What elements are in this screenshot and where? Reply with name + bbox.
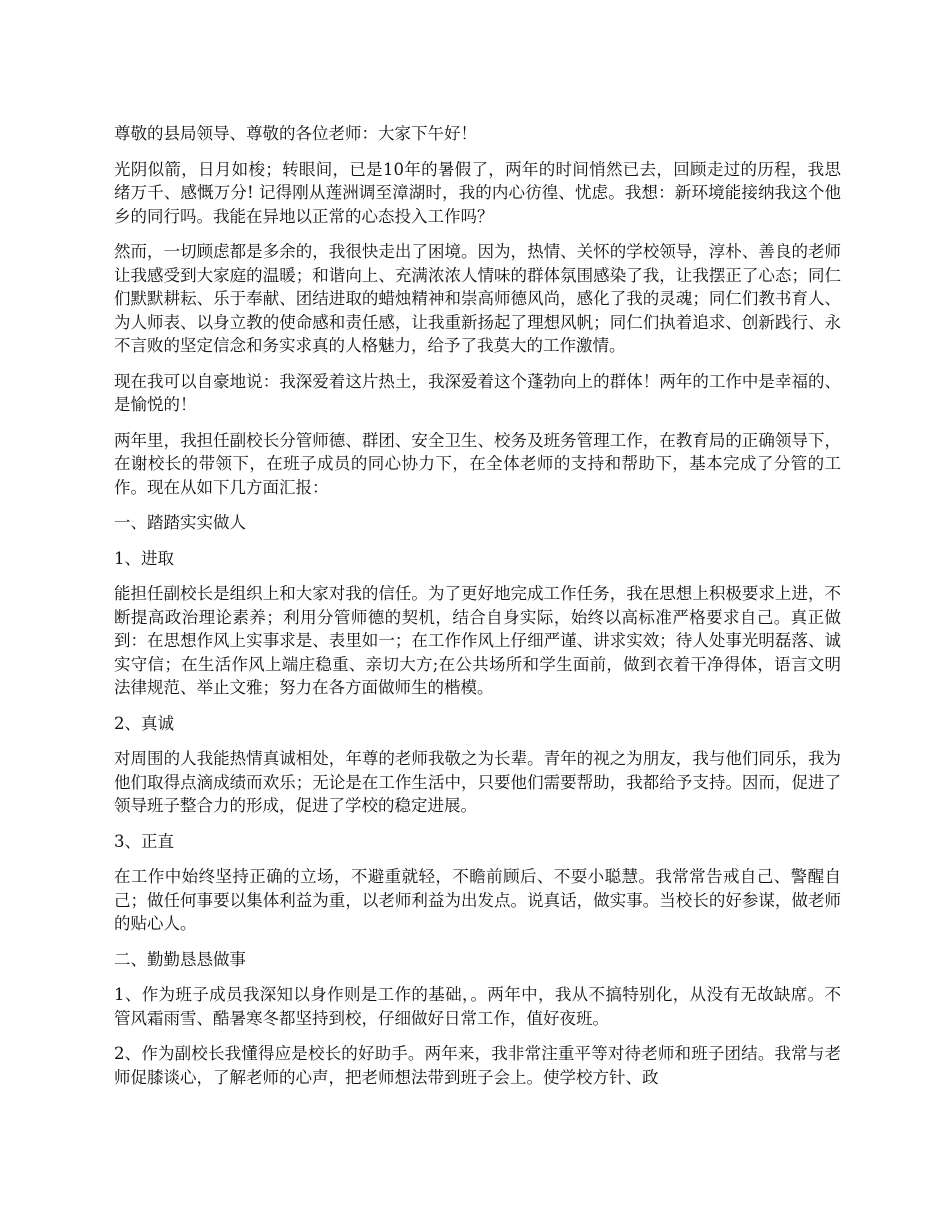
subheading-1-1: 1、进取 — [114, 548, 174, 568]
subheading-1-3: 3、正直 — [114, 831, 174, 851]
document-page — [114, 122, 841, 1101]
paragraph-sincerity: 对周围的人我能热情真诚相处，年尊的老师我敬之为长辈。青年的视之为朋友，我与他们同乐，我为他们取得点滴成绩而欢乐；无论是在工作生活中，只要他们需要帮助，我都给予支持。因而，促进了领导班子整合力的形成，促进了学校的稳定进展。 — [114, 749, 841, 815]
paragraph-assistant: 2、作为副校长我懂得应是校长的好助手。两年来，我非常注重平等对待老师和班子团结。我常与老师促膝谈心，了解老师的心声，把老师想法带到班子会上。使学校方针、政 — [114, 1044, 841, 1087]
paragraph-progress: 能担任副校长是组织上和大家对我的信任。为了更好地完成工作任务，我在思想上积极要求上进，不断提高政治理论素养；利用分管师德的契机，结合自身实际，始终以高标准严格要求自己。真正做到：在思想作风上实事求是、表里如一；在工作作风上仔细严谨、讲求实效；待人处事光明磊落、诚实守信；在生活作风上端庄稳重、亲切大方;在公共场所和学生面前，做到衣着干净得体，语言文明法律规范、举止文雅；努力在各方面做师生的楷模。 — [114, 584, 841, 697]
paragraph-adaptation: 然而，一切顾虑都是多余的，我很快走出了困境。因为，热情、关怀的学校领导，淳朴、善良的老师让我感受到大家庭的温暖；和谐向上、充满浓浓人情味的群体氛围感染了我，让我摆正了心态；同仁们默默耕耘、乐于奉献、团结进取的蜡烛精神和崇高师德风尚，感化了我的灵魂；同仁们教书育人、为人师表、以身立教的使命感和责任感，让我重新扬起了理想风帆；同仁们执着追求、创新践行、永不言败的坚定信念和务实求真的人格魅力，给予了我莫大的工作激情。 — [114, 242, 841, 355]
salutation: 尊敬的县局领导、尊敬的各位老师：大家下午好！ — [114, 124, 477, 143]
paragraph-duties: 两年里，我担任副校长分管师德、群团、安全卫生、校务及班务管理工作，在教育局的正确领导下，在谢校长的带领下，在班子成员的同心协力下，在全体老师的支持和帮助下，基本完成了分管的工作。现在从如下几方面汇报： — [114, 430, 841, 497]
paragraph-integrity: 在工作中始终坚持正确的立场，不避重就轻，不瞻前顾后、不耍小聪慧。我常常告戒自己、警醒自己；做任何事要以集体利益为重，以老师利益为出发点。说真话，做实事。当校长的好参谋，做老师的贴心人。 — [114, 867, 841, 933]
subheading-1-2: 2、真诚 — [114, 713, 174, 733]
paragraph-example: 1、作为班子成员我深知以身作则是工作的基础，。两年中，我从不搞特别化，从没有无故缺席。不管风霜雨雪、酷暑寒冬都坚持到校，仔细做好日常工作，值好夜班。 — [114, 985, 841, 1028]
section-heading-1: 一、踏踏实实做人 — [114, 513, 246, 532]
paragraph-intro: 光阴似箭，日月如梭；转眼间，已是10年的暑假了，两年的时间悄然已去，回顾走过的历程，我思绪万千、感慨万分! 记得刚从莲洲调至漳湖时，我的内心彷徨、忧虑。我想：新环境能接纳我这个他乡的同行吗。我能在异地以正常的心态投入工作吗？ — [114, 159, 841, 226]
paragraph-pride: 现在我可以自豪地说：我深爱着这片热土，我深爱着这个蓬勃向上的群体！两年的工作中是幸福的、是愉悦的！ — [114, 371, 841, 414]
section-heading-2: 二、勤勤恳恳做事 — [114, 949, 246, 969]
